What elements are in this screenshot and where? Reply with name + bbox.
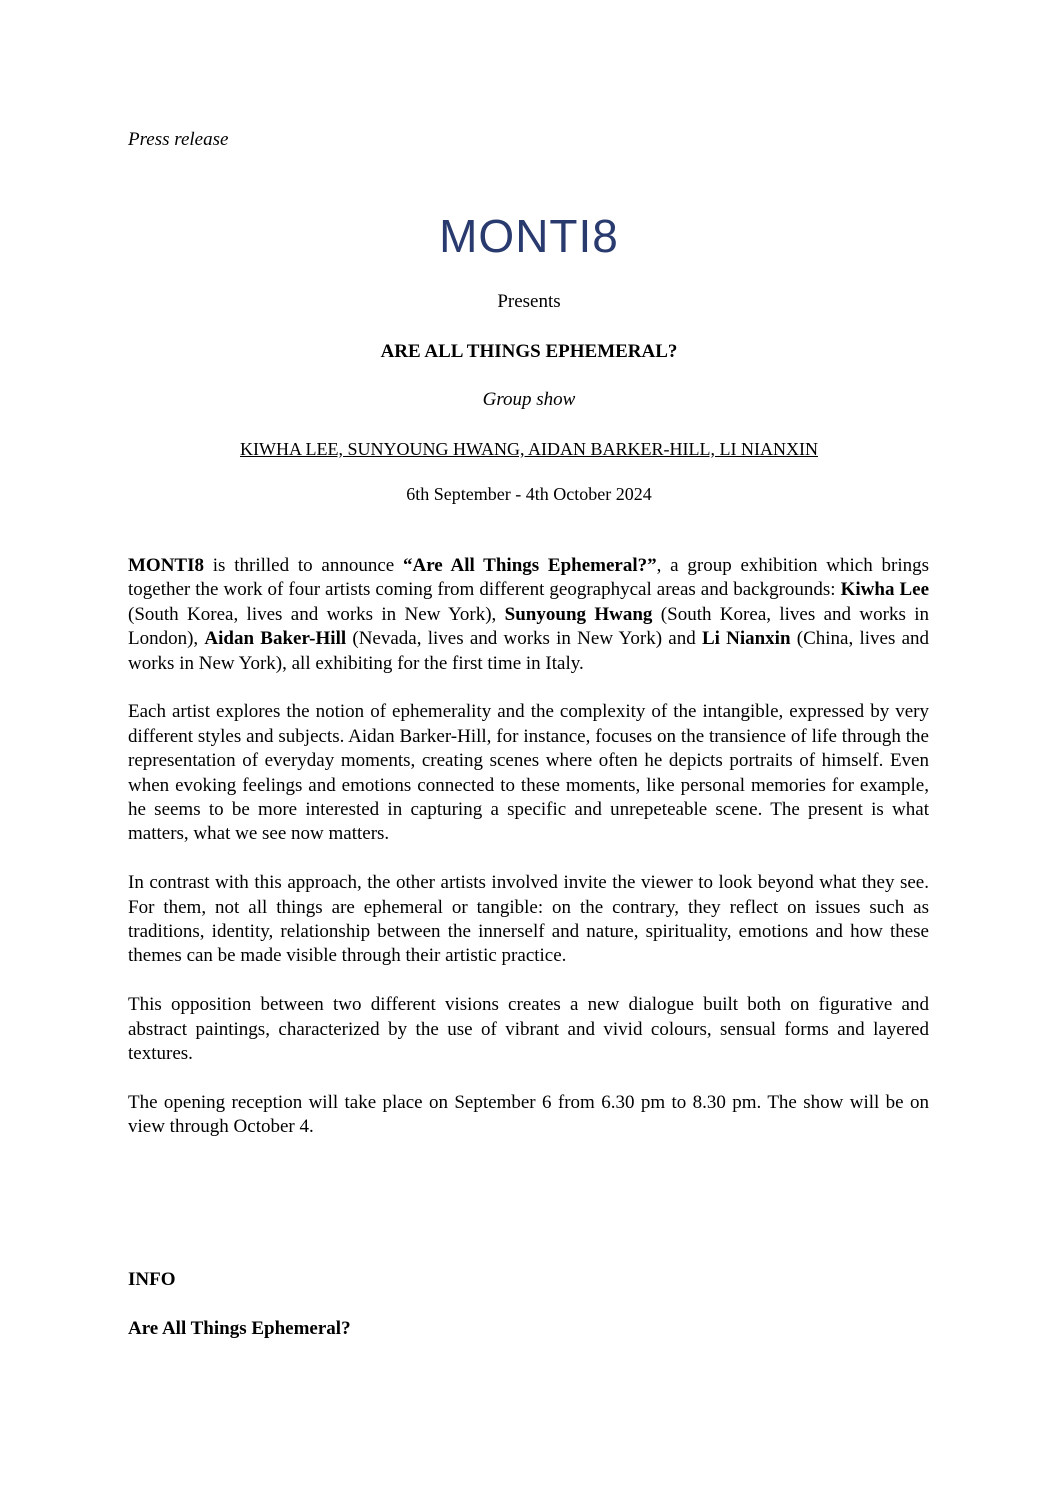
intro-text-1: is thrilled to announce xyxy=(204,555,403,576)
paragraph-intro xyxy=(128,554,929,676)
artist-kiwha-lee: Kiwha Lee xyxy=(840,579,929,601)
artist-aidan-baker-hill: Aidan Baker-Hill xyxy=(204,628,347,650)
paragraph-ephemerality: Each artist explores the notion of ephemerality and the complexity of the intangible, expressed by very different styles and subjects. Aidan Barker-Hill, for instance, focuses on the transience of life through the representation of everyday moments, creating scenes where often he depicts portraits of himself. Even when evoking feelings and emotions connected to these moments, like personal memories for example, he seems to be more interested in capturing a specific and unrepeteable scene. The present is what matters, what we see now matters. xyxy=(128,701,929,845)
intro-text-5: (Nevada, lives and works in New York) and xyxy=(346,628,702,650)
show-title-quote: “Are All Things Ephemeral?” xyxy=(403,555,657,576)
presents-line: Presents xyxy=(497,291,561,312)
artists-list: KIWHA LEE, SUNYOUNG HWANG, AIDAN BARKER-HILL, LI NIANXIN xyxy=(240,439,818,459)
intro-text-3: (South Korea, lives and works in New York), xyxy=(128,603,505,625)
gallery-name: MONTI8 xyxy=(128,555,204,576)
info-exhibition-title: Are All Things Ephemeral? xyxy=(128,1318,351,1339)
press-release-label: Press release xyxy=(128,129,229,150)
paragraph-opening: The opening reception will take place on September 6 from 6.30 pm to 8.30 pm. The show will be on view through October 4. xyxy=(128,1091,929,1138)
intro-text-6: (China, lives and works in New York), all exhibiting for the first time in Italy. xyxy=(128,628,930,674)
exhibition-subtitle: Group show xyxy=(482,389,576,410)
monti8-logo: MONTI8 xyxy=(439,210,619,262)
exhibition-dates: 6th September - 4th October 2024 xyxy=(406,484,652,504)
artist-li-nianxin: Li Nianxin xyxy=(701,628,791,650)
intro-text-4: (South Korea, lives and works in London), xyxy=(128,603,929,650)
intro-text-2: , a group exhibition which brings together the work of four artists coming from different geographycal areas and backgrounds: xyxy=(128,555,929,601)
artist-sunyoung-hwang: Sunyoung Hwang xyxy=(504,603,653,625)
info-heading: INFO xyxy=(128,1269,176,1290)
paragraph-opposition: This opposition between two different visions creates a new dialogue built both on figurative and abstract paintings, characterized by the use of vibrant and vivid colours, sensual forms and layered textures. xyxy=(128,994,929,1065)
exhibition-title: ARE ALL THINGS EPHEMERAL? xyxy=(380,341,678,362)
press-release-body xyxy=(128,554,929,1164)
paragraph-contrast: In contrast with this approach, the other artists involved invite the viewer to look beyond what they see. For them, not all things are ephemeral or tangible: on the contrary, they reflect on issues such as traditions, identity, relationship between the innerself and nature, spirituality, emotions and how these themes can be made visible through their artistic practice. xyxy=(128,872,929,967)
